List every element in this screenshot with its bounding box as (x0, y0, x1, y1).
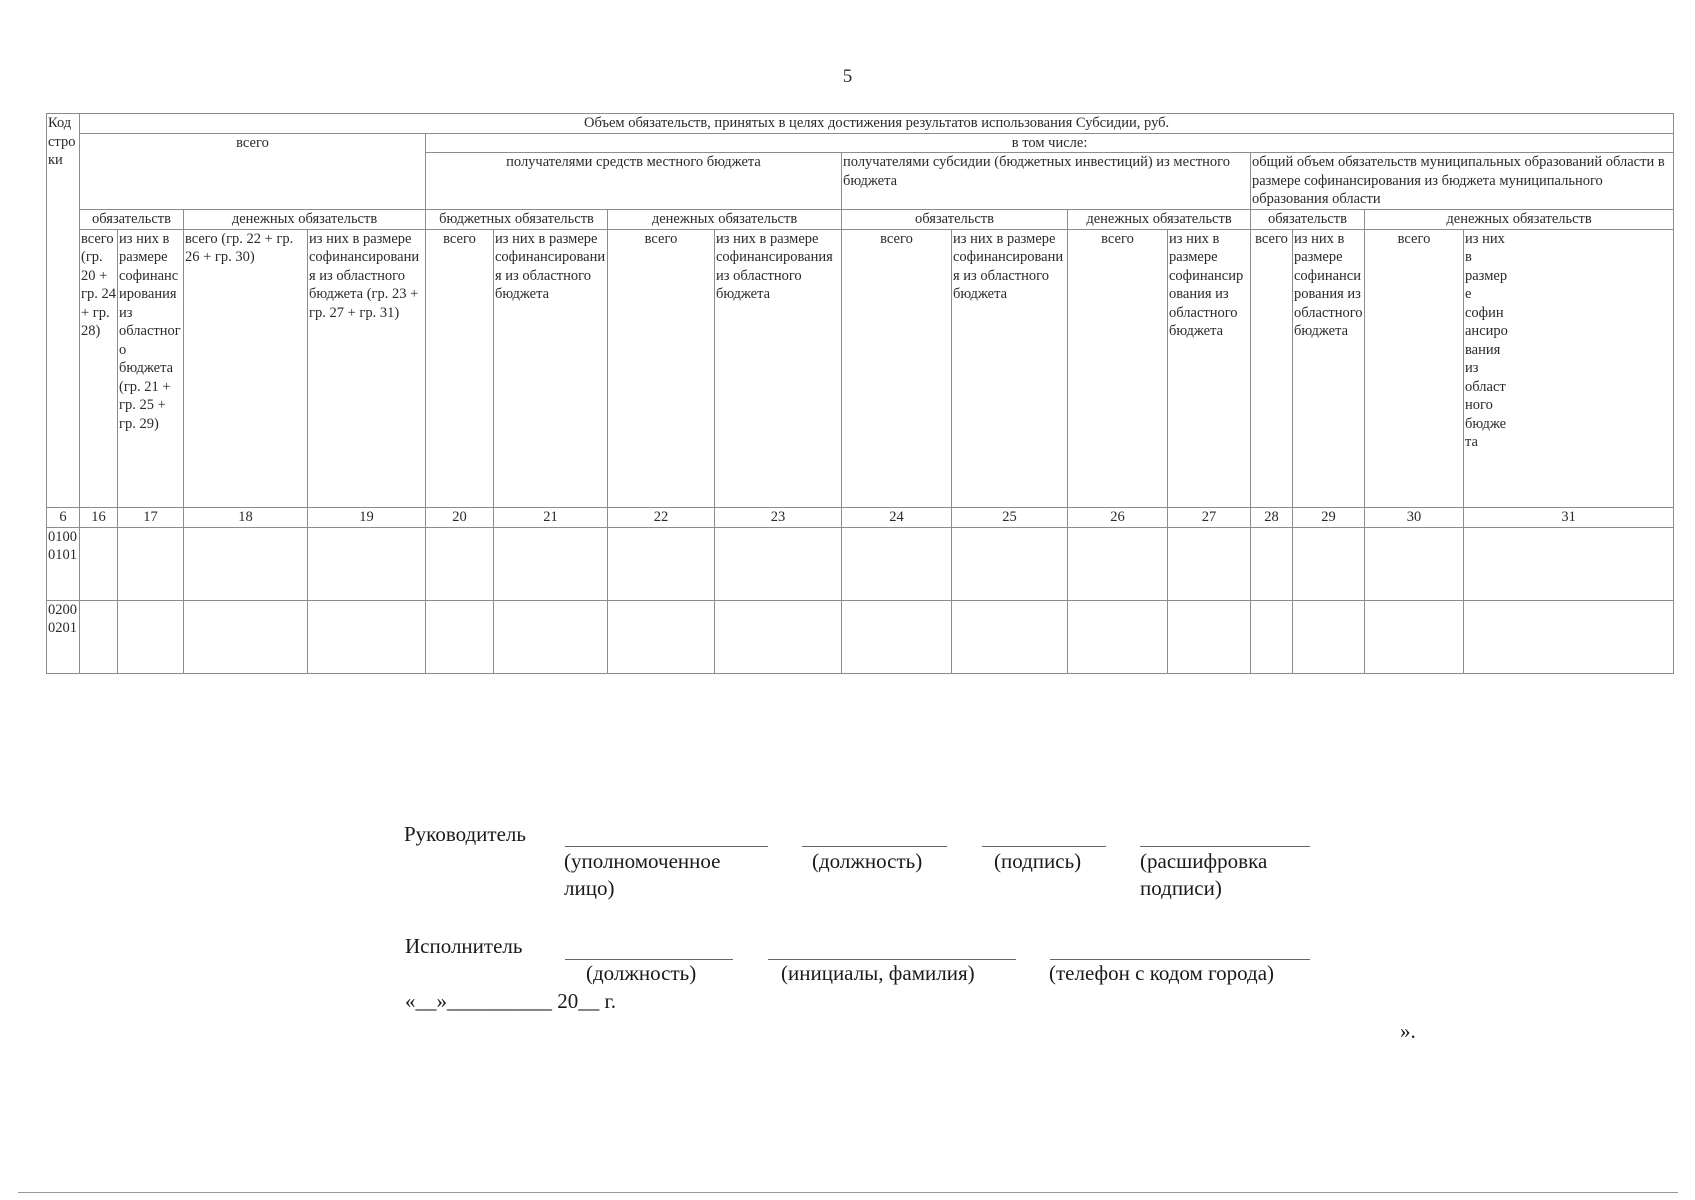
table-cell (494, 600, 608, 673)
col-27-header: из них в размере софинансирования из областного бюджета (1168, 229, 1251, 507)
head-decoding-line (1140, 846, 1310, 847)
head-signature-line (982, 846, 1106, 847)
column-number: 6 (47, 507, 80, 527)
table-cell (1365, 527, 1464, 600)
municipal-monetary-header: денежных обязательств (1365, 210, 1674, 230)
col-31-header: из них в размере софинансирования из областного бюджета (1464, 229, 1674, 507)
municipal-obligations-header: обязательств (1251, 210, 1365, 230)
table-cell (1251, 527, 1293, 600)
col-25-header: из них в размере софинансирования из областного бюджета (952, 229, 1068, 507)
code-header: Код строки (47, 114, 80, 508)
table-cell (1068, 600, 1168, 673)
col-29-header: из них в размере софинансирования из областного бюджета (1293, 229, 1365, 507)
table-cell (184, 600, 308, 673)
col-28-header: всего (1251, 229, 1293, 507)
table-cell (80, 600, 118, 673)
table-cell (1293, 600, 1365, 673)
table-cell (608, 527, 715, 600)
column-number: 26 (1068, 507, 1168, 527)
table-cell (1251, 600, 1293, 673)
executor-initials-caption: (инициалы, фамилия) (781, 961, 975, 985)
table-cell (715, 527, 842, 600)
col-18-header: всего (гр. 22 + гр. 26 + гр. 30) (184, 229, 308, 507)
column-number: 21 (494, 507, 608, 527)
head-signature-caption: (подпись) (994, 849, 1082, 873)
bottom-rule (18, 1192, 1678, 1193)
table-cell (1293, 527, 1365, 600)
column-number: 28 (1251, 507, 1293, 527)
col-23-header: из них в размере софинансирования из областного бюджета (715, 229, 842, 507)
page-number: 5 (842, 66, 853, 87)
column-number: 25 (952, 507, 1068, 527)
table-cell (184, 527, 308, 600)
column-number: 29 (1293, 507, 1365, 527)
table-cell (308, 527, 426, 600)
head-position-line (802, 846, 947, 847)
total-monetary-header: денежных обязательств (184, 210, 426, 230)
table-cell (842, 527, 952, 600)
table-cell (715, 600, 842, 673)
table-row (47, 527, 1674, 600)
table-cell (1464, 600, 1674, 673)
group-municipal: общий объем обязательств муниципальных образований области в размере софинансирования из бюджета муниципального образования области (1251, 153, 1674, 210)
col-22-header: всего (608, 229, 715, 507)
column-number: 20 (426, 507, 494, 527)
table-cell (118, 527, 184, 600)
col-21-header: из них в размере софинансирования из областного бюджета (494, 229, 608, 507)
table-cell (608, 600, 715, 673)
date-line: «__»__________ 20__ г. (405, 989, 616, 1013)
table-cell (1464, 527, 1674, 600)
main-header: Объем обязательств, принятых в целях достижения результатов использования Субсидии, руб. (80, 114, 1674, 134)
subsidy-monetary-header: денежных обязательств (1068, 210, 1251, 230)
executor-label: Исполнитель (405, 934, 523, 958)
head-label: Руководитель (404, 822, 526, 846)
table-cell (308, 600, 426, 673)
group-subsidy-recipients: получателями субсидии (бюджетных инвестиций) из местного бюджета (842, 153, 1251, 210)
col-26-header: всего (1068, 229, 1168, 507)
column-number: 27 (1168, 507, 1251, 527)
col-30-header: всего (1365, 229, 1464, 507)
including-header: в том числе: (426, 133, 1674, 153)
table-row (47, 600, 1674, 673)
column-number: 31 (1464, 507, 1674, 527)
table-cell (1168, 527, 1251, 600)
table-cell (952, 600, 1068, 673)
table-cell (952, 527, 1068, 600)
table-cell (1365, 600, 1464, 673)
col-19-header: из них в размере софинансирования из областного бюджета (гр. 23 + гр. 27 + гр. 31) (308, 229, 426, 507)
executor-position-caption: (должность) (586, 961, 697, 985)
column-number: 18 (184, 507, 308, 527)
column-number: 30 (1365, 507, 1464, 527)
table-cell (80, 527, 118, 600)
table-cell (426, 600, 494, 673)
closing-mark: ». (1400, 1019, 1416, 1043)
table-cell (1168, 600, 1251, 673)
total-obligations-header: обязательств (80, 210, 184, 230)
col-24-header: всего (842, 229, 952, 507)
row-code: 0100 0101 (47, 527, 80, 600)
group-local-budget: получателями средств местного бюджета (426, 153, 842, 210)
column-number: 19 (308, 507, 426, 527)
executor-phone-caption: (телефон с кодом города) (1049, 961, 1275, 985)
table-cell (118, 600, 184, 673)
col-16-header: всего (гр. 20 + гр. 24 + гр. 28) (80, 229, 118, 507)
subsidy-obligations-header: обязательств (842, 210, 1068, 230)
head-decoding-caption: (расшифровка подписи) (1140, 849, 1268, 900)
head-authorized-caption: (уполномоченное лицо) (564, 849, 721, 900)
obligations-table (46, 113, 1674, 674)
table-cell (494, 527, 608, 600)
col-20-header: всего (426, 229, 494, 507)
local-monetary-header: денежных обязательств (608, 210, 842, 230)
column-numbers-row (47, 507, 1674, 527)
column-number: 22 (608, 507, 715, 527)
column-number: 23 (715, 507, 842, 527)
row-code: 0200 0201 (47, 600, 80, 673)
table-cell (842, 600, 952, 673)
table-cell (426, 527, 494, 600)
table-cell (1068, 527, 1168, 600)
total-header: всего (80, 133, 426, 210)
col-17-header: из них в размере софинансирования из областного бюджета (гр. 21 + гр. 25 + гр. 29) (118, 229, 184, 507)
column-number: 17 (118, 507, 184, 527)
column-number: 24 (842, 507, 952, 527)
column-number: 16 (80, 507, 118, 527)
local-budget-obligations-header: бюджетных обязательств (426, 210, 608, 230)
head-authorized-line (565, 846, 768, 847)
head-position-caption: (должность) (812, 849, 923, 873)
